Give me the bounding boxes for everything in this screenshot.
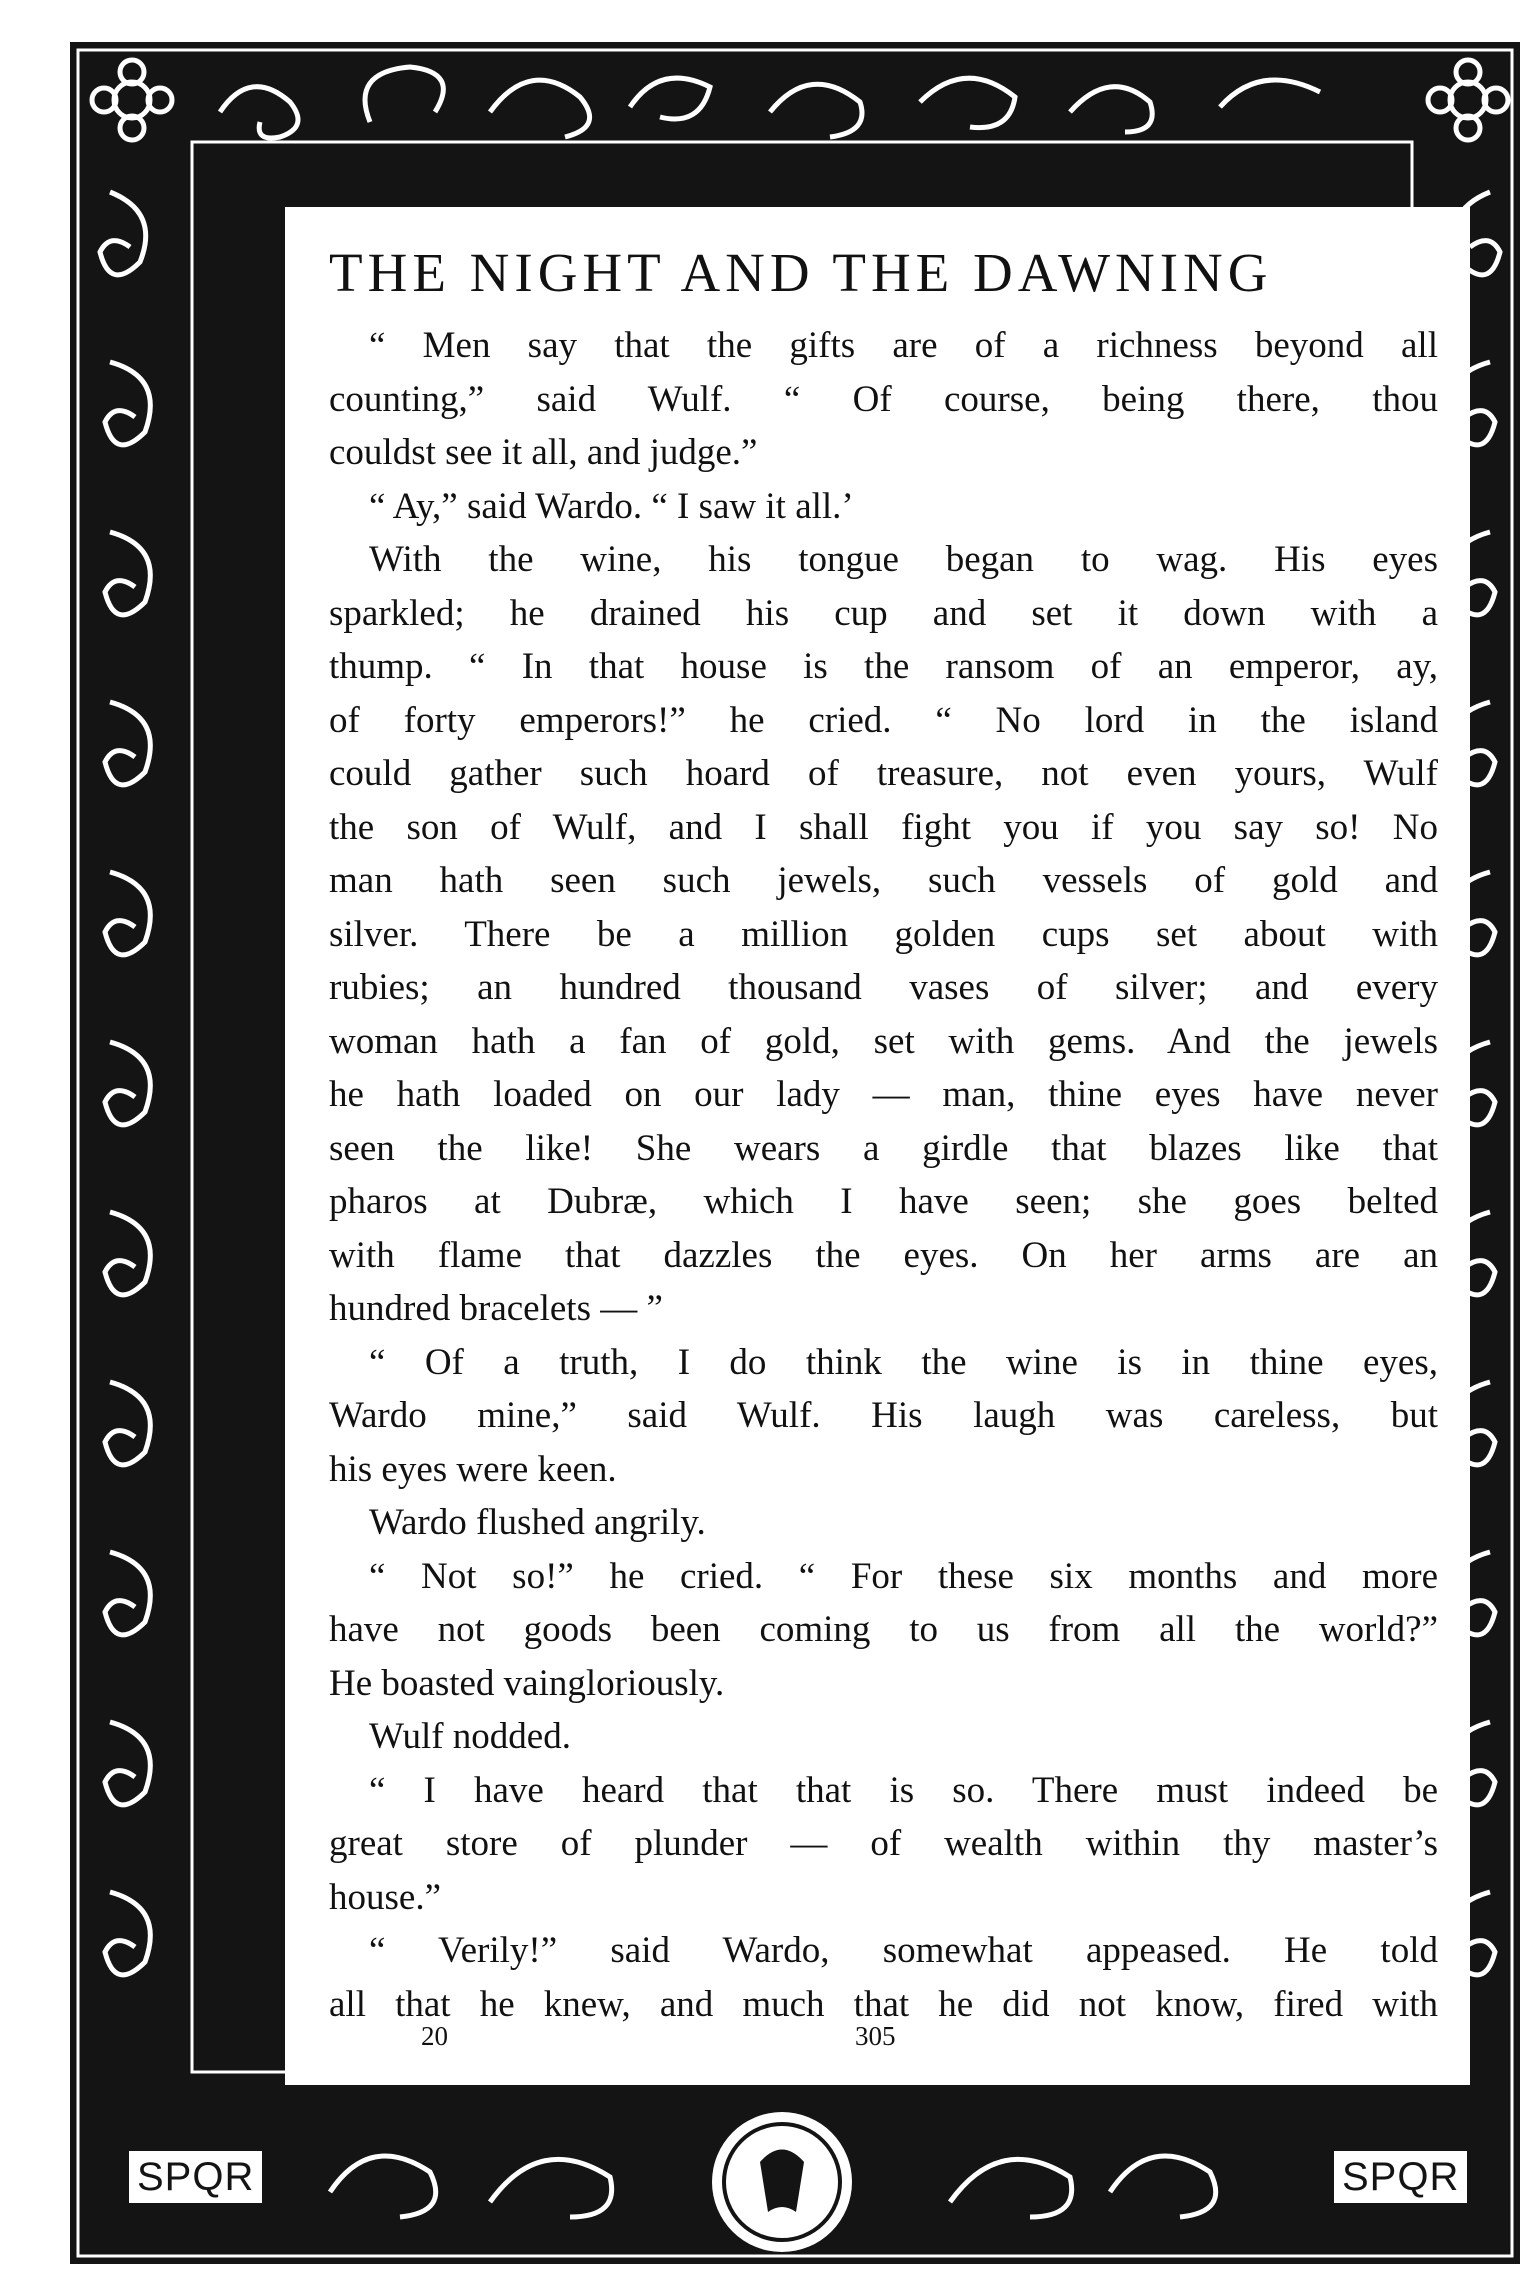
text-line: with flame that dazzles the eyes. On her arms are an <box>329 1234 1438 1276</box>
text-line: woman hath a fan of gold, set with gems. And the jewels <box>329 1020 1438 1062</box>
text-line: rubies; an hundred thousand vases of silver; and every <box>329 967 1438 1008</box>
text-line: “ Verily!” said Wardo, somewhat appeased. He told <box>369 1930 1438 1971</box>
text-line: “ Of a truth, I do think the wine is in thine eyes, <box>369 1341 1438 1383</box>
text-line: his eyes were keen. <box>329 1448 617 1490</box>
body-text <box>329 319 1438 2031</box>
spqr-emblem-right: SPQR <box>1330 2147 1471 2207</box>
spqr-emblem-left: SPQR <box>125 2147 266 2207</box>
text-line: Wardo flushed angrily. <box>369 1502 706 1543</box>
text-line: Wardo mine,” said Wulf. His laugh was careless, but <box>329 1395 1438 1436</box>
text-line: Wulf nodded. <box>369 1716 571 1757</box>
text-line: great store of plunder — of wealth within thy master’s <box>329 1823 1438 1864</box>
text-line: he hath loaded on our lady — man, thine eyes have never <box>329 1074 1438 1115</box>
text-line: sparkled; he drained his cup and set it down with a <box>329 592 1438 634</box>
text-line: the son of Wulf, and I shall fight you if you say so! No <box>329 806 1438 848</box>
text-line: “ Men say that the gifts are of a richness beyond all <box>369 325 1438 366</box>
text-line: With the wine, his tongue began to wag. His eyes <box>369 539 1438 580</box>
text-line: seen the like! She wears a girdle that blazes like that <box>329 1127 1438 1169</box>
flower-rosette-icon <box>92 60 1508 140</box>
text-line: all that he knew, and much that he did not know, fired with <box>329 1983 1438 2025</box>
text-line: couldst see it all, and judge.” <box>329 432 758 473</box>
text-line: He boasted vaingloriously. <box>329 1662 725 1704</box>
text-line: silver. There be a million golden cups set about with <box>329 913 1438 955</box>
page-footer <box>285 2021 1470 2061</box>
text-line: have not goods been coming to us from all the world?” <box>329 1609 1438 1650</box>
eagle-medallion-icon <box>712 2112 852 2252</box>
text-panel <box>285 207 1470 2085</box>
text-line: house.” <box>329 1876 441 1918</box>
left-scroll-ornament-icon <box>100 192 150 1975</box>
text-line: hundred bracelets — ” <box>329 1288 663 1329</box>
text-line: “ I have heard that that is so. There must indeed be <box>369 1769 1438 1811</box>
text-line: “ Ay,” said Wardo. “ I saw it all.’ <box>369 485 854 527</box>
text-line: counting,” said Wulf. “ Of course, being there, thou <box>329 378 1438 420</box>
text-line: thump. “ In that house is the ransom of an emperor, ay, <box>329 646 1438 687</box>
text-line: could gather such hoard of treasure, not even yours, Wulf <box>329 753 1438 794</box>
text-line: pharos at Dubræ, which I have seen; she goes belted <box>329 1181 1438 1222</box>
text-line: of forty emperors!” he cried. “ No lord in the island <box>329 699 1438 741</box>
top-scroll-ornament-icon <box>220 67 1320 138</box>
text-line: man hath seen such jewels, such vessels of gold and <box>329 860 1438 901</box>
page-title: THE NIGHT AND THE DAWNING <box>329 242 1273 303</box>
page-number: 305 <box>855 2021 896 2051</box>
decorative-border-frame <box>70 42 1520 2264</box>
signature-mark: 20 <box>421 2021 448 2051</box>
text-line: “ Not so!” he cried. “ For these six months and more <box>369 1555 1438 1597</box>
